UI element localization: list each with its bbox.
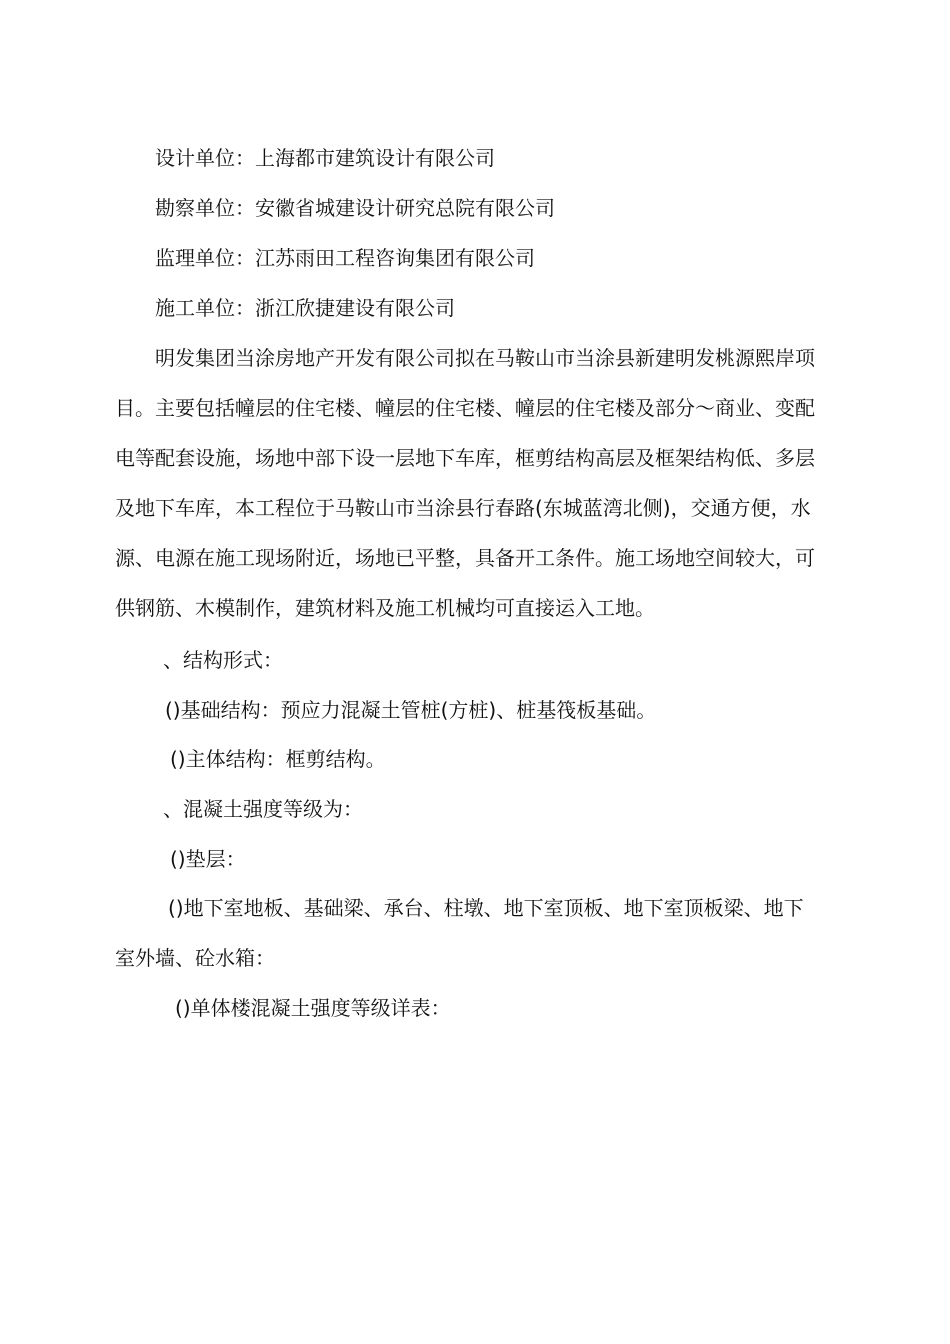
design-unit: 设计单位：上海都市建筑设计有限公司 bbox=[155, 146, 495, 170]
basement-line: 室外墙、砼水箱： bbox=[115, 946, 275, 970]
main-structure: ()主体结构：框剪结构。 bbox=[170, 747, 386, 771]
overview-line: 供钢筋、木模制作，建筑材料及施工机械均可直接运入工地。 bbox=[115, 596, 655, 620]
overview-line: 目。主要包括幢层的住宅楼、幢层的住宅楼、幢层的住宅楼及部分～商业、变配 bbox=[115, 396, 815, 420]
grade-table-intro: ()单体楼混凝土强度等级详表： bbox=[175, 996, 451, 1020]
structure-heading: 、结构形式： bbox=[163, 648, 283, 672]
basement-paragraph bbox=[115, 883, 865, 983]
supervision-unit: 监理单位：江苏雨田工程咨询集团有限公司 bbox=[155, 246, 535, 270]
overview-line: 源、电源在施工现场附近，场地已平整，具备开工条件。施工场地空间较大，可 bbox=[115, 546, 815, 570]
concrete-grade-heading: 、混凝土强度等级为： bbox=[163, 797, 363, 821]
overview-line: 电等配套设施，场地中部下设一层地下车库，框剪结构高层及框架结构低、多层 bbox=[115, 446, 815, 470]
cushion-layer: ()垫层： bbox=[170, 847, 246, 871]
overview-line: 明发集团当涂房地产开发有限公司拟在马鞍山市当涂县新建明发桃源熙岸项 bbox=[155, 346, 815, 370]
overview-line: 及地下车库，本工程位于马鞍山市当涂县行春路(东城蓝湾北侧)，交通方便，水 bbox=[115, 496, 811, 520]
project-overview-paragraph bbox=[115, 333, 865, 633]
survey-unit: 勘察单位：安徽省城建设计研究总院有限公司 bbox=[155, 196, 555, 220]
basement-line: ()地下室地板、基础梁、承台、柱墩、地下室顶板、地下室顶板梁、地下 bbox=[168, 896, 804, 920]
foundation-structure: ()基础结构：预应力混凝土管桩(方桩)、桩基筏板基础。 bbox=[165, 698, 657, 722]
construction-unit: 施工单位：浙江欣捷建设有限公司 bbox=[155, 296, 455, 320]
